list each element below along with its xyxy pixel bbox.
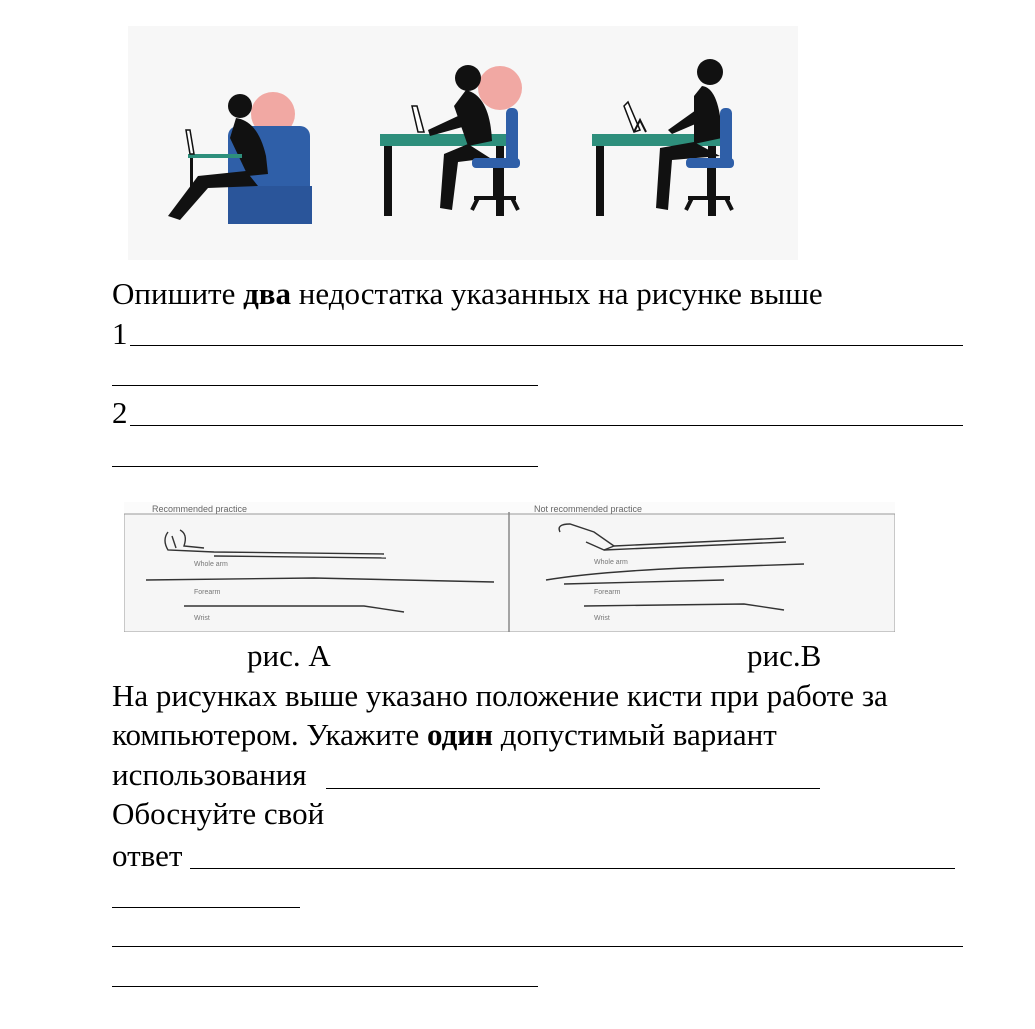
question-1-emphasis: два [243, 276, 292, 311]
wrist-position-illustration [124, 502, 895, 632]
answer-1-line-b[interactable] [112, 385, 538, 386]
justify-prompt: Обоснуйте свой [112, 796, 325, 831]
not-recommended-label-whole-arm: Whole arm [594, 559, 628, 566]
recommended-label-whole-arm: Whole arm [194, 561, 228, 568]
slouched-armchair-figure [168, 92, 312, 224]
recommended-label-forearm: Forearm [194, 589, 221, 596]
question-2-emphasis: один [426, 717, 493, 752]
question-2-line-2-prefix: компьютером. Укажите [112, 717, 427, 752]
question-1-prefix: Опишите [112, 276, 244, 311]
not-recommended-label-forearm: Forearm [594, 589, 621, 596]
question-2-line-1: На рисунках выше указано положение кисти при работе за [112, 678, 888, 713]
answer-1-number: 1 [112, 316, 128, 351]
caption-figure-b: рис.В [747, 638, 822, 673]
question-2-line-2-suffix: допустимый вариант [492, 717, 777, 752]
answer-2-line-a[interactable] [130, 425, 963, 426]
question-2-line-3: использования [112, 757, 307, 792]
answer-2-number: 2 [112, 395, 128, 430]
answer-label: ответ [112, 838, 183, 873]
answer-1-line-a[interactable] [130, 345, 963, 346]
caption-figure-a: рис. А [247, 638, 331, 673]
posture-illustration [128, 26, 798, 260]
answer-justify-line-d[interactable] [112, 986, 538, 987]
answer-justify-line-a[interactable] [190, 868, 955, 869]
answer-justify-line-c[interactable] [112, 946, 963, 947]
question-1-suffix: недостатка указанных на рисунке выше [291, 276, 823, 311]
answer-2-line-b[interactable] [112, 466, 538, 467]
not-recommended-label-wrist: Wrist [594, 615, 610, 622]
answer-variant-line[interactable] [326, 788, 820, 789]
not-recommended-header: Not recommended practice [534, 504, 643, 514]
answer-justify-line-b[interactable] [112, 907, 300, 908]
recommended-label-wrist: Wrist [194, 615, 210, 622]
question-2-line-2 [112, 715, 777, 755]
hunched-desk-figure [380, 65, 522, 216]
question-1 [112, 274, 823, 314]
recommended-header: Recommended practice [152, 504, 248, 514]
upright-desk-figure [592, 59, 734, 216]
